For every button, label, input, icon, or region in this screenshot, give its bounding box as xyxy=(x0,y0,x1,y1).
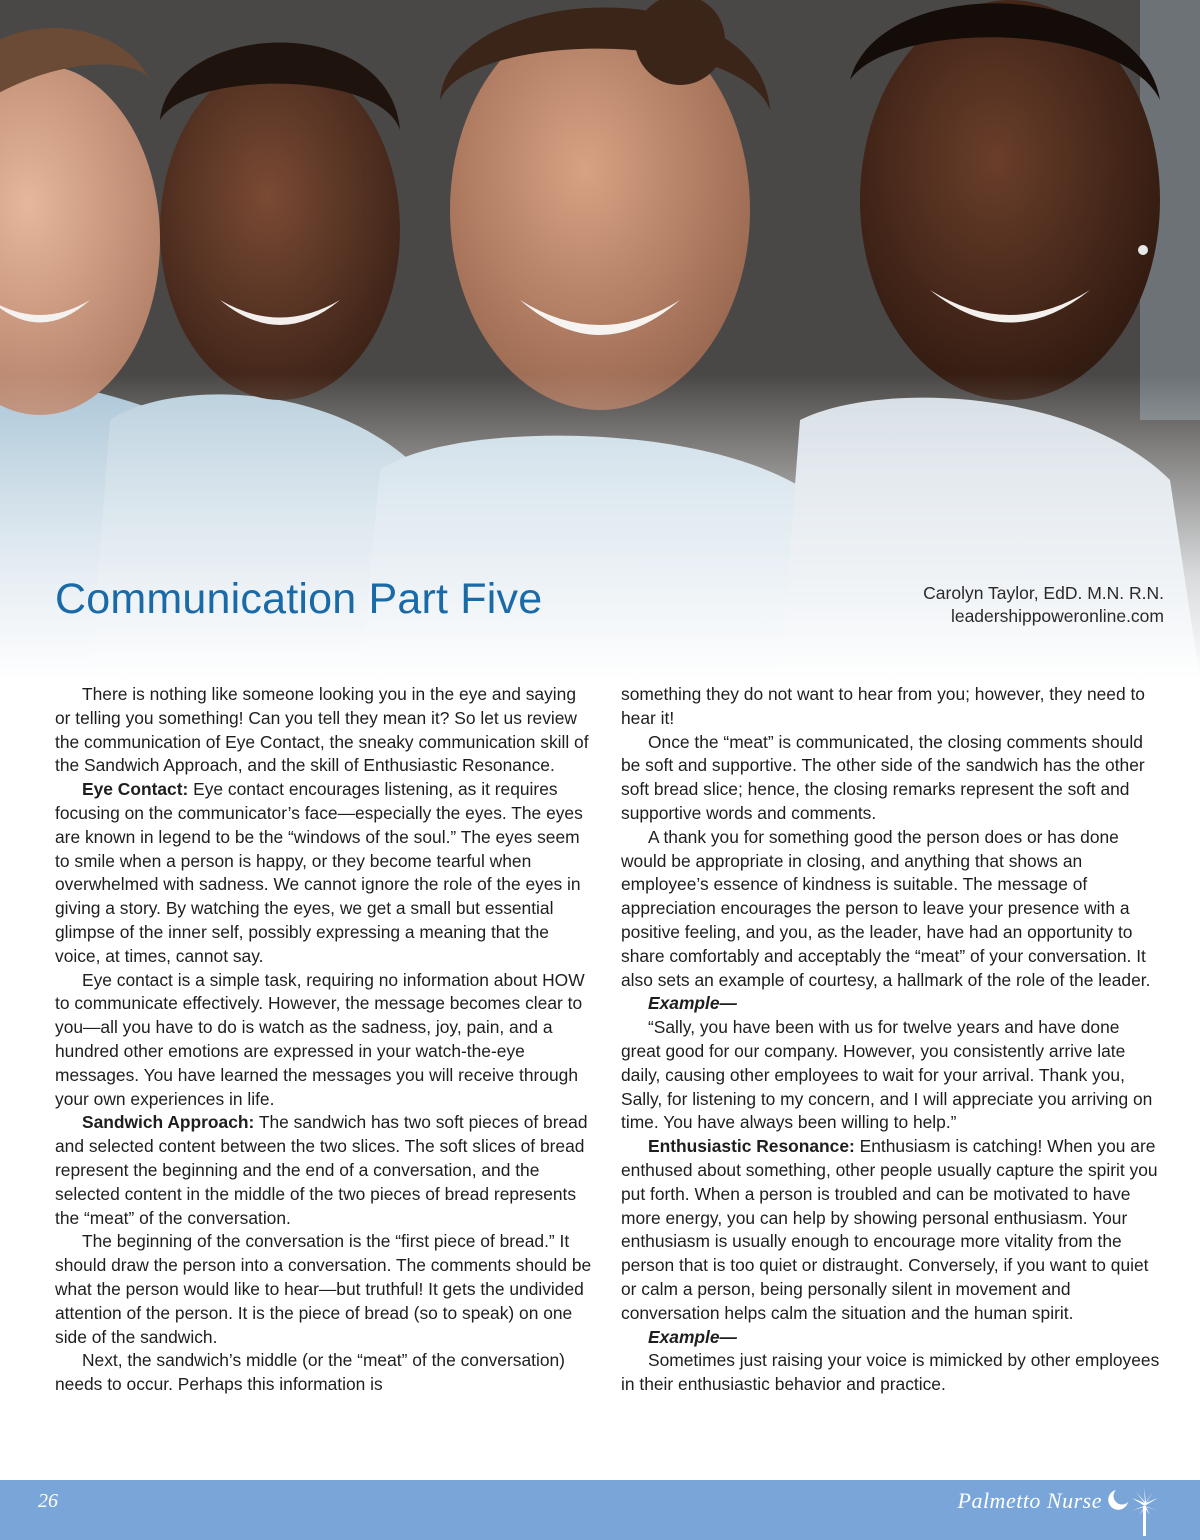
paragraph: “Sally, you have been with us for twelve years and have done great good for our company. However, you consistently arrive late daily, causing other employees to wait for your arrival. Thank you, Sally, for listening to my concern, and I will appreciate you arriving on time. You have always been willing to help.” xyxy=(621,1017,1153,1133)
right-column xyxy=(621,683,1161,1397)
example-label: Example— xyxy=(648,1326,737,1347)
left-column xyxy=(55,683,595,1397)
paragraph: Enthusiastic Resonance: Enthusiasm is catching! When you are enthused about something, other people usually capture the spirit you put forth. When a person is troubled and can be motivated to have more energy, you can help by showing personal enthusiasm. Your enthusiasm is usually enough to encourage more vitality from the person that is too quiet or distraught. Conversely, if you want to quiet or calm a person, being personally silent in movement and conversation helps calm the situation and the human spirit. xyxy=(621,1136,1158,1323)
paragraph: A thank you for something good the person does or has done would be appropriate in closing, and anything that shows an employee’s essence of kindness is suitable. The message of appreciation encourages the person to leave your presence with a positive feeling, and you, as the leader, have had an opportunity to share comfortably and acceptably the “meat” of your conversation. It also sets an example of courtesy, a hallmark of the role of the leader. xyxy=(621,826,1151,990)
paragraph: The beginning of the conversation is the “first piece of bread.” It should draw the person into a conversation. The comments should be what the person would like to hear—but truthful! It gets the undivided attention of the person. It is the piece of bread (so to speak) on one side of the sandwich. xyxy=(55,1231,592,1347)
paragraph: Eye Contact: Eye contact encourages listening, as it requires focusing on the communicator’s face—especially the eyes. The eyes are known in legend to be the “windows of the soul.” The eyes seem to smile when a person is happy, or they become tearful when overwhelmed with sadness. We cannot ignore the role of the eyes in giving a story. By watching the eyes, we get a small but essential glimpse of the inner self, possibly expressing a meaning that the voice, at times, cannot say. xyxy=(55,779,583,966)
page-number: 26 xyxy=(38,1490,58,1512)
paragraph: There is nothing like someone looking you in the eye and saying or telling you something! Can you tell they mean it? So let us review the communication of Eye Contact, the sneaky communication skill of the Sandwich Approach, and the skill of Enthusiastic Resonance. xyxy=(55,684,589,776)
section-heading: Sandwich Approach: xyxy=(82,1112,255,1133)
byline xyxy=(923,582,1164,628)
author-name: Carolyn Taylor, EdD. M.N. R.N. xyxy=(923,583,1164,603)
paragraph: Next, the sandwich’s middle (or the “meat” of the conversation) needs to occur. Perhaps this information is xyxy=(55,1350,565,1395)
example-label: Example— xyxy=(648,993,737,1014)
paragraph: Sometimes just raising your voice is mimicked by other employees in their enthusiastic behavior and practice. xyxy=(621,1350,1160,1395)
section-heading: Eye Contact: xyxy=(82,779,189,800)
palmetto-moon-logo-icon xyxy=(1106,1484,1170,1540)
paragraph: something they do not want to hear from you; however, they need to hear it! xyxy=(621,684,1145,728)
section-heading: Enthusiastic Resonance: xyxy=(648,1136,855,1157)
paragraph: Eye contact is a simple task, requiring no information about HOW to communicate effectively. However, the message becomes clear to you—all you have to do is watch as the sadness, joy, pain, and a hundred other emotions are expressed in your watch-the-eye messages. You have learned the messages you will receive through your own experiences in life. xyxy=(55,969,585,1109)
paragraph: Once the “meat” is communicated, the closing comments should be soft and supportive. The other side of the sandwich has the other soft bread slice; hence, the closing remarks represent the soft and supportive words and comments. xyxy=(621,731,1145,823)
author-website: leadershippoweronline.com xyxy=(950,606,1164,626)
article-title: Communication Part Five xyxy=(55,575,543,623)
magazine-name: Palmetto Nurse xyxy=(957,1488,1102,1513)
paragraph: Sandwich Approach: The sandwich has two soft pieces of bread and selected content between the two slices. The soft slices of bread represent the beginning and the end of a conversation, and the selected content in the middle of the two pieces of bread represents the “meat” of the conversation. xyxy=(55,1112,588,1228)
